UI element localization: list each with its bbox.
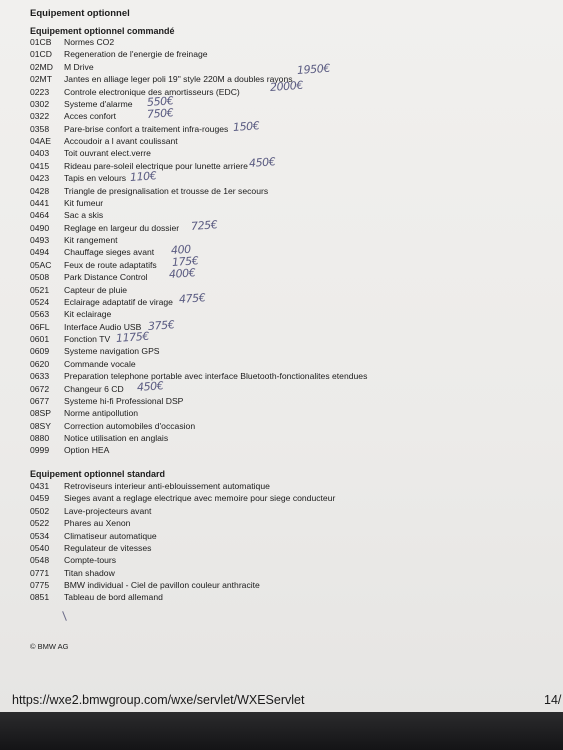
option-row	[30, 321, 367, 333]
option-code: 0609	[30, 346, 50, 357]
option-description: Option HEA	[64, 445, 110, 456]
option-description: Systeme hi-fi Professional DSP	[64, 395, 184, 406]
ordered-section-title: Equipement optionnel commandé	[30, 26, 175, 36]
option-code: 0534	[30, 530, 50, 541]
option-code: 0677	[30, 395, 50, 406]
option-row	[30, 147, 367, 159]
option-code: 0494	[30, 247, 50, 258]
option-code: 0524	[30, 296, 50, 307]
option-code: 0548	[30, 555, 50, 566]
option-code: 0490	[30, 222, 50, 233]
option-description: Reglage en largeur du dossier	[64, 222, 180, 233]
option-code: 0880	[30, 433, 50, 443]
option-description: Kit fumeur	[64, 197, 104, 208]
option-row	[30, 160, 367, 172]
option-row	[30, 48, 367, 60]
handwritten-price-0601: 1175€	[115, 329, 150, 345]
option-row	[30, 420, 367, 432]
option-description: Preparation telephone portable avec interface Bluetooth-fonctionalites etendues	[64, 371, 368, 382]
option-code: 0851	[30, 592, 50, 603]
handwritten-price-02MT: 1950€	[296, 61, 331, 77]
option-description: Regeneration de l'energie de freinage	[64, 49, 208, 60]
option-code: 0403	[30, 148, 50, 159]
option-description: Normes CO2	[64, 37, 115, 47]
option-code: 0502	[30, 505, 50, 516]
option-description: Compte-tours	[64, 555, 117, 566]
option-description: Regulateur de vitesses	[64, 542, 152, 553]
option-row	[30, 135, 367, 147]
option-code: 01CB	[30, 37, 52, 47]
option-description: Triangle de presignalisation et trousse de 1er secours	[64, 185, 269, 196]
option-description: Park Distance Control	[64, 272, 148, 283]
option-row	[30, 395, 367, 407]
dark-surface	[0, 712, 563, 750]
option-description: Tableau de bord allemand	[64, 592, 163, 603]
option-code: 0423	[30, 173, 50, 184]
option-code: 02MD	[30, 61, 53, 72]
option-row	[30, 358, 367, 370]
option-code: 0322	[30, 111, 50, 122]
option-code: 0428	[30, 185, 50, 196]
option-row	[30, 110, 367, 122]
option-code: 0999	[30, 445, 50, 456]
option-code: 06FL	[30, 321, 50, 332]
option-description: Changeur 6 CD	[64, 383, 124, 394]
option-description: Titan shadow	[64, 567, 115, 578]
option-description: Chauffage sieges avant	[64, 247, 155, 258]
option-row	[30, 36, 367, 48]
option-row	[30, 383, 367, 395]
option-row	[30, 480, 335, 492]
handwritten-price-0358: 150€	[232, 119, 260, 134]
option-row	[30, 492, 335, 504]
option-code: 0223	[30, 86, 50, 97]
option-row	[30, 370, 367, 382]
option-row	[30, 407, 367, 419]
option-description: Fonction TV	[64, 334, 111, 344]
option-description: Notice utilisation en anglais	[64, 433, 169, 443]
option-row	[30, 197, 367, 209]
option-row	[30, 308, 367, 320]
handwritten-price-0672: 450€	[136, 379, 164, 394]
option-description: Sac a skis	[64, 210, 104, 221]
copyright-notice: © BMW AG	[30, 642, 69, 651]
handwritten-price-06FL: 375€	[147, 318, 175, 333]
option-code: 0522	[30, 518, 50, 529]
option-description: Toit ouvrant elect.verre	[64, 148, 151, 159]
option-description: Feux de route adaptatifs	[64, 259, 157, 270]
handwritten-price-0508: 400€	[168, 266, 196, 281]
option-code: 0441	[30, 197, 50, 208]
standard-section-title: Equipement optionnel standard	[30, 469, 166, 479]
option-code: 0431	[30, 481, 50, 491]
option-description: Phares au Xenon	[64, 518, 131, 529]
option-code: 0775	[30, 580, 50, 590]
handwritten-price-0524: 475€	[178, 291, 206, 306]
handwritten-price-0302: 550€	[146, 94, 174, 109]
option-description: Systeme navigation GPS	[64, 346, 160, 357]
option-description: Acces confort	[64, 111, 117, 122]
option-description: BMW individual - Ciel de pavillon couleur anthracite	[64, 580, 260, 590]
option-description: Jantes en alliage leger poli 19" style 220M a doubles rayons	[64, 74, 293, 85]
option-description: Kit eclairage	[64, 309, 112, 320]
option-row	[30, 345, 367, 357]
option-description: Kit rangement	[64, 235, 118, 245]
option-row	[30, 246, 367, 258]
option-description: Rideau pare-soleil electrique pour lunette arriere	[64, 160, 248, 171]
option-row	[30, 123, 367, 135]
printed-url: https://wxe2.bmwgroup.com/wxe/servlet/WXEServlet	[12, 693, 305, 707]
option-row	[30, 579, 335, 591]
option-row	[30, 271, 367, 283]
option-code: 02MT	[30, 74, 52, 85]
option-row	[30, 591, 335, 603]
option-code: 01CD	[30, 49, 52, 60]
document-title: Equipement optionnel	[30, 8, 130, 19]
option-code: 0563	[30, 309, 50, 320]
option-row	[30, 554, 335, 566]
handwritten-price-0494: 400	[170, 242, 192, 257]
pen-mark	[62, 611, 67, 621]
option-row	[30, 542, 335, 554]
option-description: Tapis en velours	[64, 173, 127, 184]
option-code: 0358	[30, 123, 50, 134]
option-code: 05AC	[30, 259, 52, 270]
option-description: Eclairage adaptatif de virage	[64, 296, 173, 307]
option-code: 08SP	[30, 408, 52, 419]
option-description: Lave-projecteurs avant	[64, 505, 152, 516]
option-code: 0540	[30, 542, 50, 553]
option-description: Sieges avant a reglage electrique avec memoire pour siege conducteur	[64, 493, 336, 504]
option-code: 04AE	[30, 136, 52, 146]
option-row	[30, 517, 335, 529]
option-code: 0672	[30, 383, 50, 394]
handwritten-price-0423: 110€	[129, 169, 157, 184]
standard-options-list	[30, 480, 335, 604]
option-code: 0493	[30, 235, 50, 245]
option-row	[30, 98, 367, 110]
option-description: Controle electronique des amortisseurs (EDC)	[64, 86, 240, 97]
option-description: Interface Audio USB	[64, 321, 142, 332]
option-code: 0459	[30, 493, 50, 504]
option-row	[30, 86, 367, 98]
handwritten-price-0490: 725€	[190, 218, 218, 233]
option-row	[30, 172, 367, 184]
option-description: Commande vocale	[64, 358, 136, 369]
option-row	[30, 530, 335, 542]
option-description: Accoudoir a l avant coulissant	[64, 136, 178, 146]
option-row	[30, 432, 367, 444]
option-row	[30, 234, 367, 246]
handwritten-price-0322: 750€	[146, 106, 174, 121]
option-code: 0620	[30, 358, 50, 369]
handwritten-price-0223: 2000€	[269, 78, 304, 94]
option-row	[30, 567, 335, 579]
option-code: 0464	[30, 210, 50, 221]
option-code: 0601	[30, 334, 50, 344]
option-code: 0771	[30, 567, 50, 578]
ordered-options-list	[30, 36, 367, 457]
option-description: Pare-brise confort a traitement infra-rouges	[64, 123, 229, 134]
option-row	[30, 444, 367, 456]
option-row	[30, 505, 335, 517]
option-description: M Drive	[64, 61, 94, 72]
page-number: 14/	[544, 693, 562, 707]
option-description: Systeme d'alarme	[64, 98, 133, 109]
option-code: 08SY	[30, 420, 52, 431]
option-description: Correction automobiles d'occasion	[64, 420, 196, 431]
option-code: 0508	[30, 272, 50, 283]
handwritten-price-05AC: 175€	[171, 254, 199, 269]
option-description: Climatiseur automatique	[64, 530, 157, 541]
option-description: Norme antipollution	[64, 408, 139, 419]
option-code: 0415	[30, 160, 50, 171]
option-row	[30, 185, 367, 197]
option-description: Capteur de pluie	[64, 284, 128, 295]
option-description: Retroviseurs interieur anti-eblouissement automatique	[64, 481, 270, 491]
option-row	[30, 333, 367, 345]
option-code: 0302	[30, 98, 50, 109]
option-code: 0633	[30, 371, 50, 382]
option-code: 0521	[30, 284, 50, 295]
handwritten-price-0415: 450€	[248, 155, 276, 170]
